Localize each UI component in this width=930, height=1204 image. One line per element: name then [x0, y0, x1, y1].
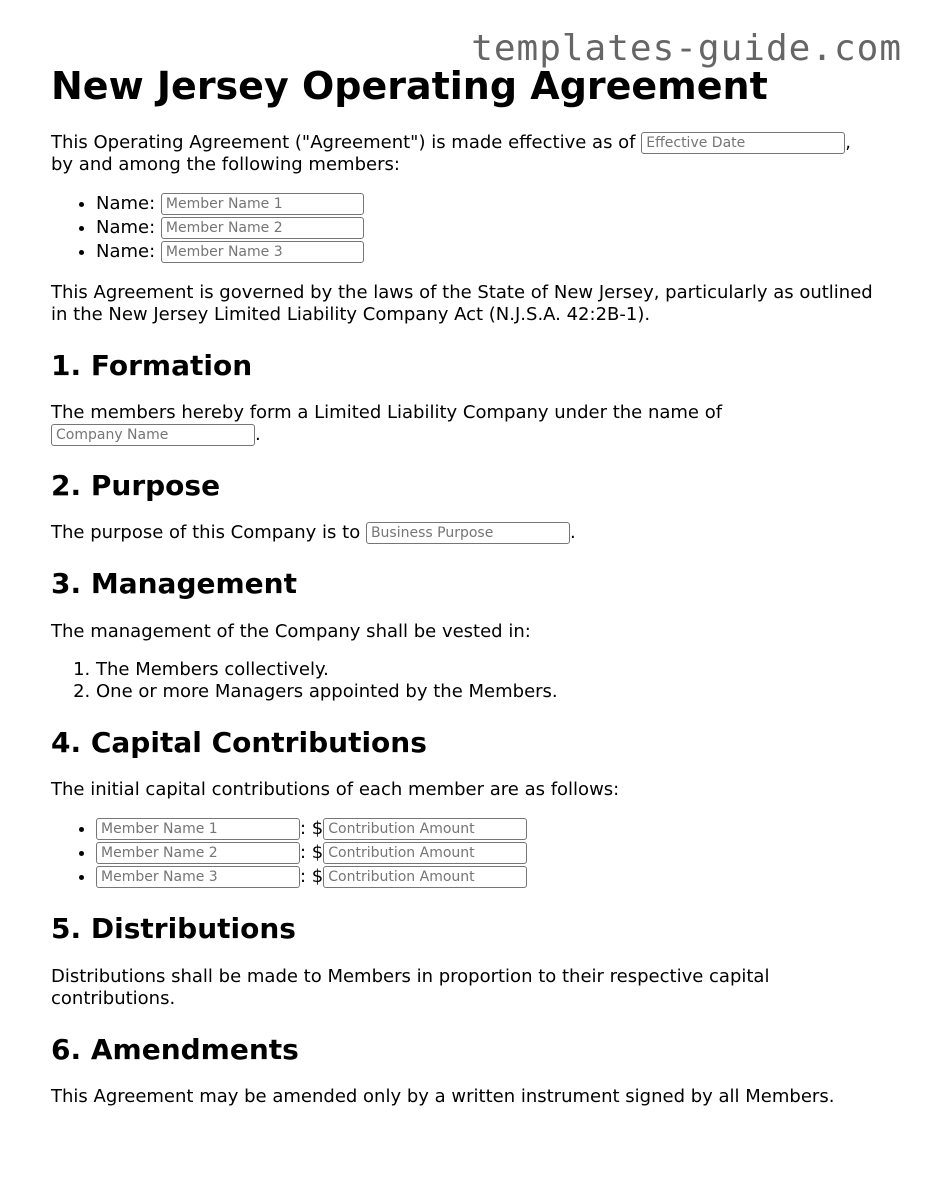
- contribution-amount-1-input[interactable]: [323, 818, 527, 840]
- list-item: 1. The Members collectively.: [96, 659, 891, 681]
- purpose-text: The purpose of this Company is to: [51, 522, 361, 544]
- page-title: New Jersey Operating Agreement: [51, 64, 768, 108]
- list-item: [96, 240, 891, 264]
- section-heading-purpose: 2. Purpose: [51, 468, 221, 502]
- member-name-2-input[interactable]: [161, 217, 364, 239]
- section-heading-formation: 1. Formation: [51, 348, 253, 382]
- contribution-member-2-input[interactable]: [96, 842, 300, 864]
- intro-comma: ,: [845, 131, 851, 153]
- contribution-member-1-input[interactable]: [96, 818, 300, 840]
- list-item: 2. One or more Managers appointed by the Members.: [96, 681, 891, 703]
- document: [51, 64, 891, 1124]
- capital-contributions-list: [51, 817, 891, 889]
- contribution-amount-2-input[interactable]: [323, 842, 527, 864]
- company-name-input[interactable]: [51, 424, 255, 446]
- distributions-paragraph: Distributions shall be made to Members in proportion to their respective capital contributions.: [51, 965, 770, 1009]
- member-list: [51, 192, 891, 264]
- list-item: [96, 817, 891, 841]
- intro-paragraph: [51, 132, 891, 176]
- capital-paragraph: The initial capital contributions of each member are as follows:: [51, 779, 620, 801]
- section-heading-distributions: 5. Distributions: [51, 912, 296, 946]
- section-heading-capital: 4. Capital Contributions: [51, 725, 427, 759]
- contribution-separator: : $: [300, 842, 324, 864]
- amendments-paragraph: This Agreement may be amended only by a written instrument signed by all Members.: [51, 1085, 835, 1107]
- list-item: [96, 216, 891, 240]
- governing-law-paragraph: This Agreement is governed by the laws of the State of New Jersey, particularly as outlined in the New Jersey Limited Liability Company Act (N.J.S.A. 42:2B-1).: [51, 281, 873, 325]
- management-paragraph: The management of the Company shall be vested in:: [51, 620, 531, 642]
- purpose-period: .: [569, 522, 576, 544]
- management-options-list: [51, 659, 891, 703]
- member-name-1-input[interactable]: [161, 193, 364, 215]
- formation-paragraph: [51, 402, 891, 446]
- member-name-3-input[interactable]: [161, 241, 364, 263]
- purpose-paragraph: [51, 522, 891, 544]
- contribution-amount-3-input[interactable]: [323, 866, 527, 888]
- watermark: templates-guide.com: [471, 28, 902, 69]
- intro-text-line2: by and among the following members:: [51, 153, 400, 175]
- list-item: [96, 865, 891, 889]
- member-label: Name:: [96, 192, 156, 214]
- contribution-member-3-input[interactable]: [96, 866, 300, 888]
- list-item: [96, 192, 891, 216]
- intro-text: This Operating Agreement ("Agreement") is made effective as of: [51, 131, 636, 153]
- business-purpose-input[interactable]: [366, 522, 570, 544]
- effective-date-input[interactable]: [641, 132, 845, 154]
- member-label: Name:: [96, 216, 156, 238]
- section-heading-amendments: 6. Amendments: [51, 1032, 299, 1066]
- contribution-separator: : $: [300, 866, 324, 888]
- formation-period: .: [255, 423, 261, 445]
- contribution-separator: : $: [300, 818, 324, 840]
- member-label: Name:: [96, 240, 156, 262]
- list-item: [96, 841, 891, 865]
- formation-text: The members hereby form a Limited Liability Company under the name of: [51, 401, 723, 423]
- section-heading-management: 3. Management: [51, 567, 297, 601]
